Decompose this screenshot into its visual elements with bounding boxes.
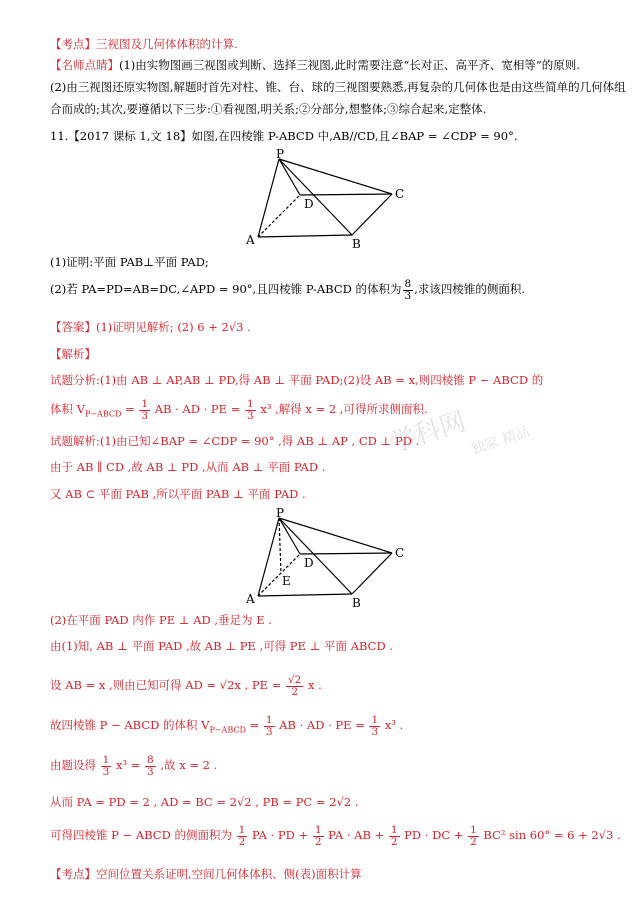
frac-num: √2 bbox=[287, 673, 302, 686]
frac-den: 2 bbox=[291, 685, 298, 698]
sol-frac-5 bbox=[237, 825, 248, 848]
frac-num: 1 bbox=[371, 713, 379, 726]
sol-frac-3 bbox=[101, 755, 112, 778]
frac-num: 1 bbox=[102, 753, 110, 766]
edge-pa bbox=[258, 518, 279, 596]
pe-fraction bbox=[286, 675, 303, 698]
label-e: E bbox=[282, 574, 291, 588]
solution-line1: (2)在平面 PAD 内作 PE ⊥ AD ,垂足为 E . bbox=[50, 613, 272, 627]
label-a: A bbox=[246, 233, 255, 247]
label-c: C bbox=[395, 546, 405, 560]
mingshi-line2: (2)由三视图还原实物图,解题时首先对柱、锥、台、球的三视图要熟悉,再复杂的几何体也是由这些简单的几何体组 bbox=[50, 80, 626, 94]
label-a: A bbox=[246, 592, 255, 606]
pyramid-figure-1 bbox=[240, 146, 420, 250]
question-2 bbox=[50, 277, 610, 302]
analysis-line3: 试题解析:(1)由已知∠BAP = ∠CDP = 90° ,得 AB ⊥ AP , CD ⊥ PD . bbox=[50, 434, 420, 448]
mingshi-line3: 合而成的;其次,要遵循以下三步:①看视图,明关系;②分部分,想整体;③综合起来,定整体. bbox=[50, 102, 487, 116]
solution-line6: 从而 PA = PD = 2 , AD = BC = 2√2 , PB = PC = 2√2 . bbox=[50, 795, 359, 809]
sol-s7d: PD · DC + bbox=[400, 828, 468, 842]
frac-den: 3 bbox=[102, 765, 110, 778]
sol-s4sub: P−ABCD bbox=[209, 725, 246, 735]
edge-ab bbox=[258, 594, 352, 596]
kaodian-tag: 【考点】 bbox=[50, 37, 96, 51]
edge-dc bbox=[300, 553, 392, 554]
watermark-logo: 学科网 bbox=[386, 406, 470, 460]
solution-line3 bbox=[50, 672, 610, 698]
frac-den: 2 bbox=[238, 835, 246, 848]
frac-num: 1 bbox=[470, 823, 477, 836]
sol-s7c: PA · AB + bbox=[324, 828, 388, 842]
label-c: C bbox=[395, 187, 405, 201]
sol-s4c: AB · AD · PE = bbox=[275, 718, 369, 732]
frac-den: 3 bbox=[147, 765, 154, 778]
edge-dc bbox=[300, 194, 392, 195]
label-p: P bbox=[276, 506, 285, 520]
kaodian2-tag: 【考点】 bbox=[50, 867, 96, 881]
analysis-frac-1 bbox=[139, 399, 150, 422]
frac-den: 2 bbox=[314, 835, 322, 848]
kaodian2-line bbox=[50, 866, 610, 882]
sol-s5b: x³ = bbox=[112, 758, 145, 772]
label-p: P bbox=[276, 147, 285, 161]
analysis-l2b: = bbox=[121, 402, 139, 416]
frac-den: 2 bbox=[390, 835, 398, 848]
edge-bc bbox=[352, 553, 392, 594]
label-b: B bbox=[352, 596, 361, 609]
sol-frac-8 bbox=[468, 825, 479, 848]
sol-frac-1 bbox=[264, 715, 275, 738]
question-1: (1)证明:平面 PAB⊥平面 PAD; bbox=[50, 255, 209, 269]
frac-den: 3 bbox=[141, 409, 149, 422]
watermark-text: 独家 精品 bbox=[469, 424, 532, 458]
problem-source: 【2017 课标 1,文 18】 bbox=[68, 129, 192, 143]
kaodian-text: 三视图及几何体体积的计算. bbox=[96, 37, 238, 51]
problem-number: 11. bbox=[50, 129, 69, 143]
analysis-line2 bbox=[50, 396, 610, 427]
analysis-l2c: AB · AD · PE = bbox=[151, 402, 244, 416]
frac-num: 1 bbox=[314, 823, 322, 836]
label-d: D bbox=[304, 556, 314, 570]
problem-stem bbox=[50, 128, 610, 144]
sol-s5c: ,故 x = 2 . bbox=[156, 758, 218, 772]
mingshi-tag: 【名师点睛】 bbox=[50, 58, 119, 72]
pyramid-figure-2 bbox=[240, 505, 420, 609]
sol-s3b: x . bbox=[304, 678, 322, 692]
solution-line4 bbox=[50, 712, 610, 743]
frac-num: 1 bbox=[247, 397, 254, 410]
analysis-l2a: 体积 V bbox=[50, 402, 85, 416]
analysis-tag: 【解析】 bbox=[50, 347, 96, 361]
analysis-l2d: x³ ,解得 x = 2 ,可得所求侧面积. bbox=[256, 402, 428, 416]
frac-den: 3 bbox=[247, 409, 254, 422]
kaodian2-text: 空间位置关系证明,空间几何体体积、侧(表)面积计算 bbox=[96, 867, 362, 881]
solution-line5 bbox=[50, 752, 610, 778]
label-d: D bbox=[304, 197, 314, 211]
edge-ad-hidden bbox=[258, 554, 300, 596]
sol-s7e: BC² sin 60° = 6 + 2√3 . bbox=[479, 828, 621, 842]
frac-num: 8 bbox=[147, 753, 154, 766]
analysis-l2sub: P−ABCD bbox=[84, 409, 122, 419]
frac-num: 1 bbox=[238, 823, 246, 836]
edge-pe-hidden bbox=[279, 518, 281, 573]
answer-line bbox=[50, 319, 610, 335]
sol-frac-7 bbox=[389, 825, 400, 848]
solution-line7 bbox=[50, 822, 621, 848]
edge-pa bbox=[258, 159, 279, 237]
sol-s5a: 由题设得 bbox=[50, 758, 100, 772]
label-b: B bbox=[352, 237, 361, 250]
edge-ad-hidden bbox=[258, 195, 300, 237]
mingshi-text1: (1)由实物图画三视图或判断、选择三视图,此时需要注意“长对正、高平齐、宽相等”的原则. bbox=[119, 58, 580, 72]
analysis-line4: 由于 AB ∥ CD ,故 AB ⊥ PD ,从而 AB ⊥ 平面 PAD . bbox=[50, 460, 326, 474]
sol-s4a: 故四棱锥 P − ABCD 的体积 V bbox=[50, 718, 210, 732]
sol-s4b: = bbox=[245, 718, 263, 732]
question-2-b: ,求该四棱锥的侧面积. bbox=[414, 282, 525, 296]
question-2-a: (2)若 PA=PD=AB=DC,∠APD = 90°,且四棱锥 P-ABCD 的体积为 bbox=[50, 282, 402, 296]
volume-fraction bbox=[403, 279, 414, 302]
analysis-frac-2 bbox=[245, 399, 256, 422]
frac-num: 1 bbox=[141, 397, 149, 410]
volume-fraction-num: 8 bbox=[404, 277, 412, 290]
sol-frac-4 bbox=[145, 755, 156, 778]
answer-text: (1)证明见解析; (2) 6 + 2√3 . bbox=[96, 320, 251, 334]
sol-frac-2 bbox=[369, 715, 380, 738]
volume-fraction-den: 3 bbox=[404, 289, 412, 302]
answer-tag: 【答案】 bbox=[50, 320, 96, 334]
sol-s3a: 设 AB = x ,则由已知可得 AD = √2x , PE = bbox=[50, 678, 285, 692]
kaodian-line bbox=[50, 36, 610, 52]
edge-bc bbox=[352, 194, 392, 235]
analysis-line5: 又 AB ⊂ 平面 PAB ,所以平面 PAB ⊥ 平面 PAD . bbox=[50, 487, 306, 501]
frac-num: 1 bbox=[390, 823, 398, 836]
sol-s7a: 可得四棱锥 P − ABCD 的侧面积为 bbox=[50, 828, 236, 842]
frac-den: 2 bbox=[470, 835, 477, 848]
mingshi-line1 bbox=[50, 57, 610, 73]
analysis-line1: 试题分析:(1)由 AB ⊥ AP,AB ⊥ PD,得 AB ⊥ 平面 PAD;(2)设 AB = x,则四棱锥 P − ABCD 的 bbox=[50, 373, 544, 387]
sol-s7b: PA · PD + bbox=[248, 828, 312, 842]
frac-num: 1 bbox=[265, 713, 273, 726]
sol-frac-6 bbox=[313, 825, 324, 848]
sol-s4d: x³ . bbox=[381, 718, 404, 732]
frac-den: 3 bbox=[265, 725, 273, 738]
frac-den: 3 bbox=[371, 725, 379, 738]
solution-line2: 由(1)知, AB ⊥ 平面 PAD ,故 AB ⊥ PE ,可得 PE ⊥ 平面 ABCD . bbox=[50, 639, 394, 653]
problem-text: 如图,在四棱锥 P-ABCD 中,AB//CD,且∠BAP = ∠CDP = 90°. bbox=[191, 129, 518, 143]
edge-ab bbox=[258, 235, 352, 237]
